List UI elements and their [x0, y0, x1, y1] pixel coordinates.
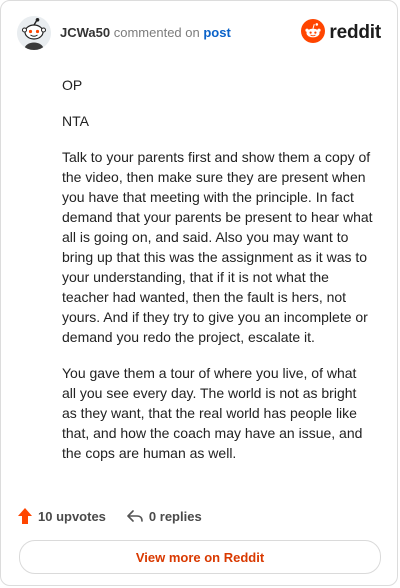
- username[interactable]: JCWa50: [60, 25, 111, 40]
- snoo-avatar-icon[interactable]: [17, 16, 51, 50]
- comment-paragraph: OP: [62, 77, 83, 93]
- action-text: commented on: [113, 25, 200, 40]
- reddit-wordmark: reddit: [329, 22, 381, 43]
- comment-body: [62, 75, 373, 479]
- reply-count: 0 replies: [148, 508, 202, 524]
- upvote-button[interactable]: [17, 507, 106, 525]
- comment-meta: [60, 25, 231, 41]
- reply-button[interactable]: [126, 508, 202, 524]
- comment-paragraph: Talk to your parents first and show them a copy of the video, then make sure they are present when you have that meeting with the principle. In fact demand that your parents be present to hear what all is going on, and said. Also you may want to bring up that this was the assignment as it was to your understanding, that if it is not what the teacher had wanted, then the fault is hers, not yours. And if they try to give you an incomplete or demand you redo the project, escalate it.: [62, 149, 373, 345]
- comment-paragraph: NTA: [62, 113, 89, 129]
- reddit-logo-icon: [301, 19, 325, 48]
- comment-paragraph: You gave them a tour of where you live, of what all you see every day. The world is not as bright as they want, that the real world has people like that, and how the coach may have an issue, and the cops are human as well.: [62, 365, 363, 461]
- upvote-arrow-icon: [17, 507, 33, 525]
- comment-header: [17, 15, 381, 51]
- view-more-button[interactable]: View more on Reddit: [19, 540, 381, 574]
- reply-arrow-icon: [126, 508, 144, 524]
- comment-footer: [17, 505, 202, 527]
- reddit-brand[interactable]: [301, 19, 381, 48]
- upvote-count: 10 upvotes: [38, 508, 106, 524]
- post-link[interactable]: post: [203, 25, 231, 40]
